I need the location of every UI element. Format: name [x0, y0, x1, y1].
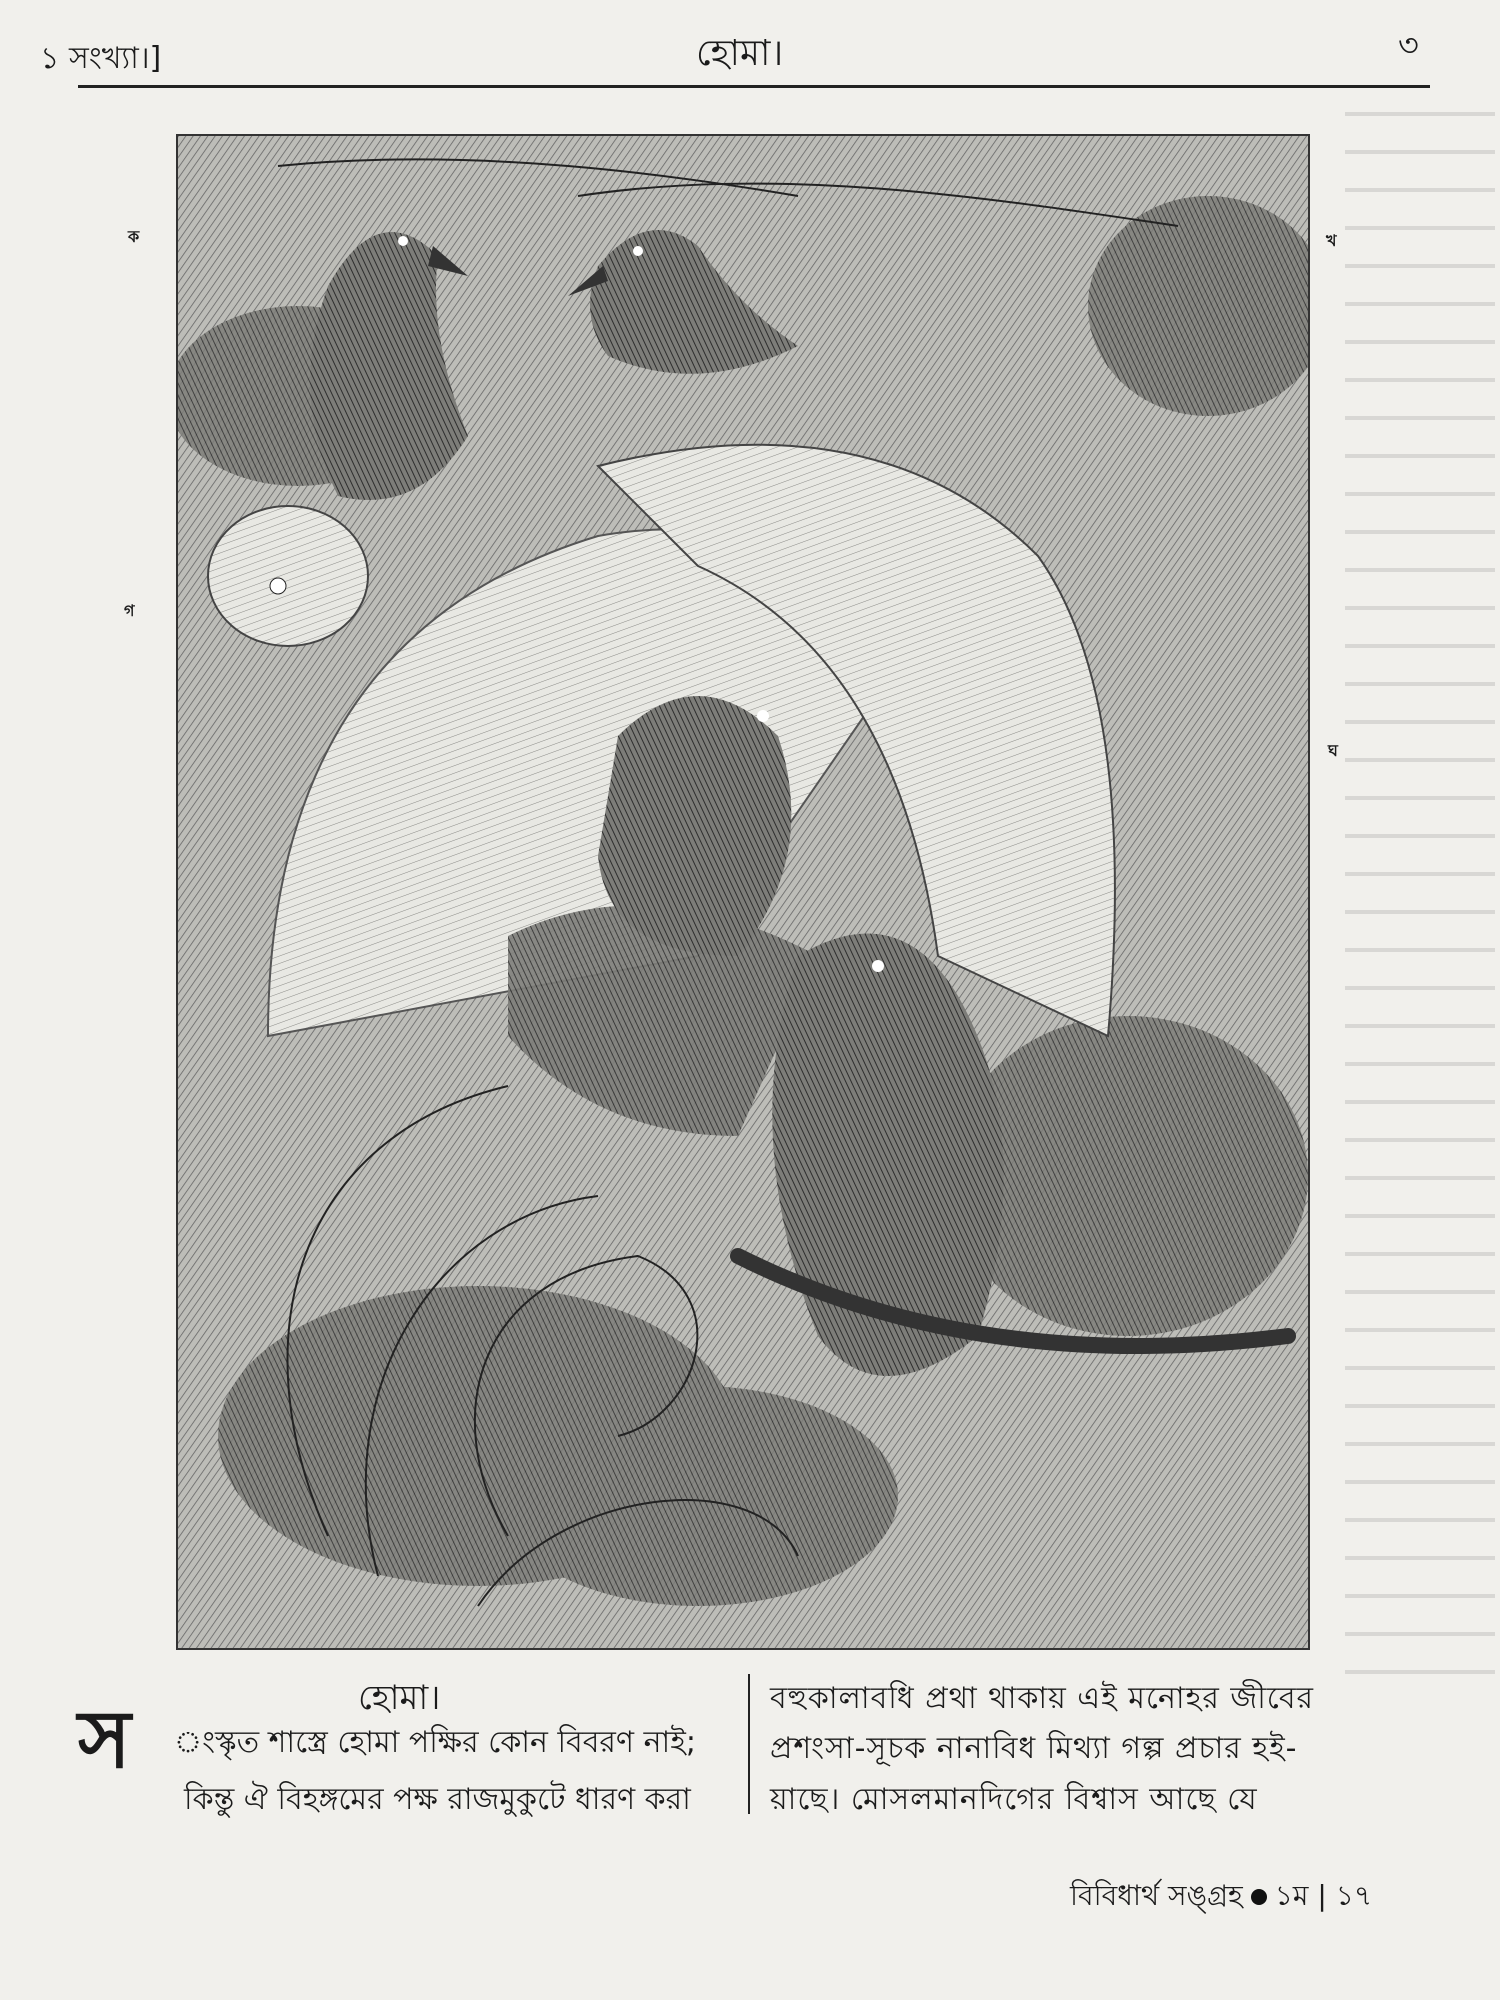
- page-footer: বিবিধার্থ সঙ্গ্রহ ১ম | ১৭: [1070, 1879, 1373, 1912]
- issue-label: ১ সংখ্যা।]: [40, 41, 162, 76]
- article-heading: হোমা।: [358, 1678, 441, 1718]
- left-column-line: কিন্তু ঐ বিহঙ্গমের পক্ষ রাজমুকুটে ধারণ করা: [184, 1782, 691, 1817]
- footer-page-number: ১৭: [1335, 1879, 1373, 1912]
- right-column-line: প্রশংসা-সূচক নানাবিধ মিথ্যা গল্প প্রচার হই-: [770, 1731, 1298, 1766]
- drop-cap: স: [78, 1693, 131, 1786]
- figure-label-kha: খ: [1326, 231, 1337, 250]
- bird-ga: [208, 506, 368, 646]
- volume-label: ১ম: [1274, 1879, 1309, 1912]
- page-title: হোমা।: [696, 33, 784, 74]
- right-column-line: য়াছে। মোসলমানদিগের বিশ্বাস আছে যে: [770, 1782, 1258, 1817]
- right-column-line: বহুকালাবধি প্রথা থাকায় এই মনোহর জীবের: [770, 1681, 1315, 1716]
- bullet-dot-icon: [1251, 1889, 1267, 1905]
- figure-label-gha: ঘ: [1328, 741, 1338, 760]
- column-divider: [748, 1674, 750, 1814]
- birds-of-paradise-engraving: [178, 136, 1308, 1648]
- header-rule: [78, 85, 1430, 88]
- journal-name: বিবিধার্থ সঙ্গ্রহ: [1070, 1879, 1243, 1912]
- engraving-illustration: [176, 134, 1310, 1650]
- left-column-line: ংস্কৃত শাস্ত্রে হোমা পক্ষির কোন বিবরণ নাই;: [174, 1725, 696, 1760]
- page-number: ৩: [1398, 26, 1419, 64]
- bleed-through-text: [1345, 90, 1495, 1690]
- figure-label-ga: গ: [124, 601, 135, 620]
- figure-label-ka: ক: [128, 227, 140, 246]
